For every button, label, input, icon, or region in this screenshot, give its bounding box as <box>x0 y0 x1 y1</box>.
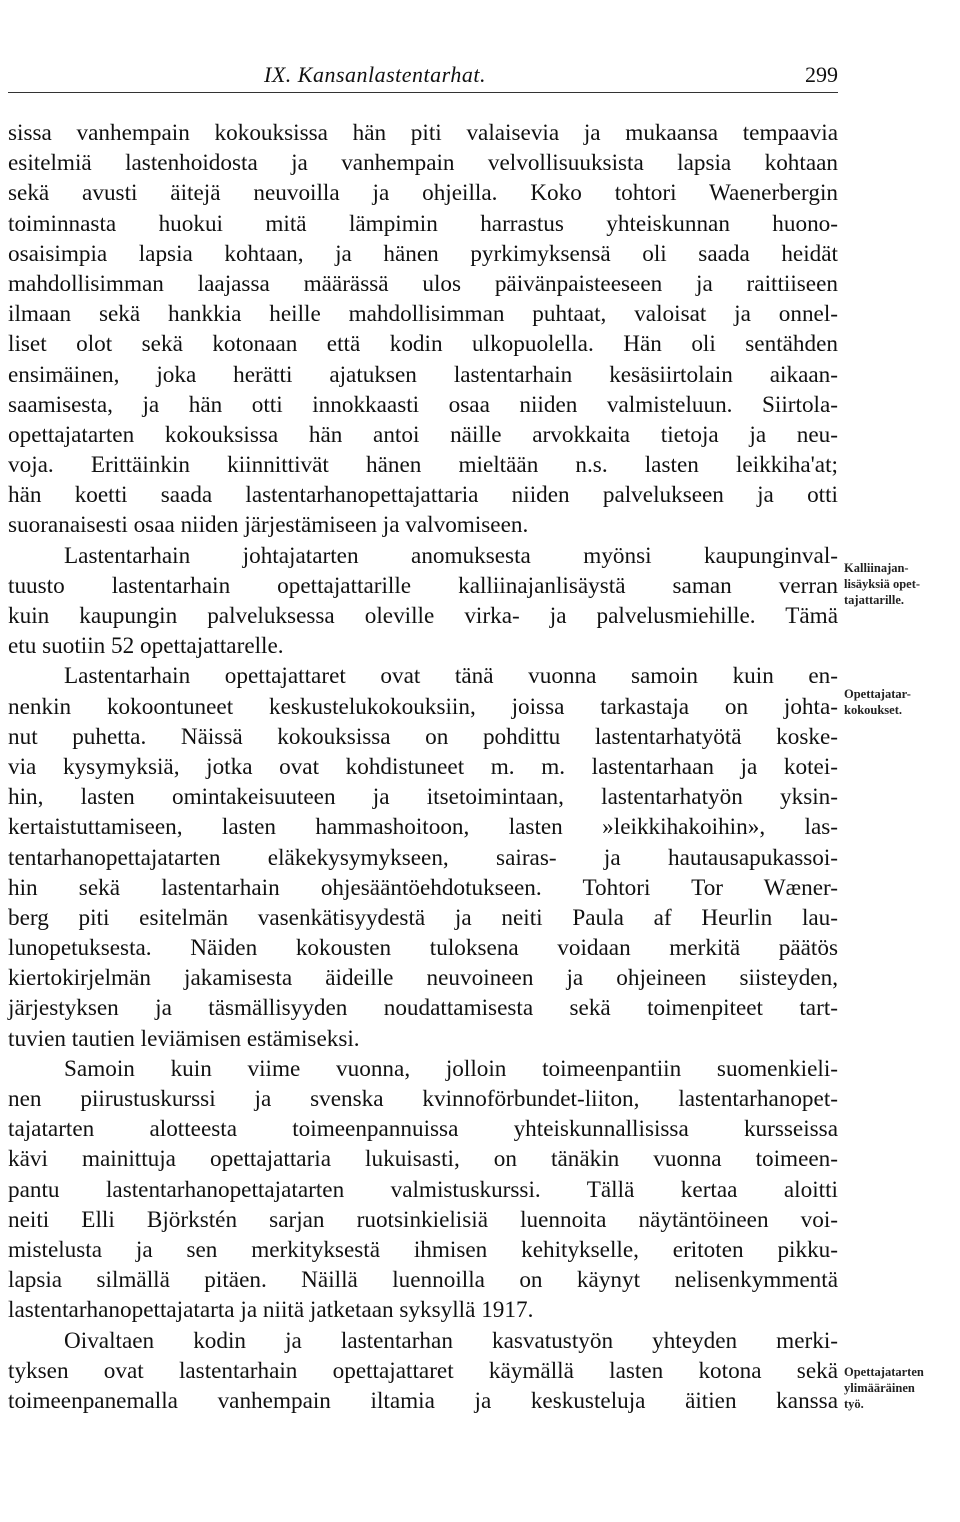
chapter-title: IX. Kansanlastentarhat. <box>264 62 486 87</box>
text-line: pantu lastentarhanopettajatarten valmistuskurssi. Tällä kertaa aloitti <box>8 1176 838 1203</box>
text-line: kävi mainittuja opettajattaria lukuisasti, on tänäkin vuonna toimeen- <box>8 1146 838 1173</box>
text-line: ensimäinen, joka herätti ajatuksen lastentarhain kesäsiirtolain aikaan- <box>8 361 838 388</box>
margin-note-line: Opettajatar- <box>844 687 911 701</box>
text-line: nenkin kokoontuneet keskustelukokouksiin, joissa tarkastaja on johta- <box>8 693 838 720</box>
text-line: toiminnasta huokui mitä lämpimin harrastus yhteiskunnan huono- <box>8 210 838 237</box>
margin-note-line: tajattarille. <box>844 593 905 607</box>
text-line: sekä avusti äitejä neuvoilla ja ohjeilla. Koko tohtori Waenerbergin <box>8 180 838 207</box>
margin-note-line: Kalliinajan- <box>844 561 909 575</box>
text-line: etu suotiin 52 opettajattarelle. <box>8 633 284 660</box>
text-line: tuvien tautien leviämisen estämiseksi. <box>8 1025 360 1052</box>
margin-note-line: Opettajatarten <box>844 1365 924 1379</box>
text-line: osaisimpia lapsia kohtaan, ja hänen pyrkimyksensä oli saada heidät <box>8 240 838 267</box>
text-line: Lastentarhain opettajattaret ovat tänä vuonna samoin kuin en- <box>64 663 838 690</box>
text-line: Oivaltaen kodin ja lastentarhan kasvatustyön yhteyden merki- <box>64 1327 838 1354</box>
text-line: hin, lasten omintakeisuuteen ja itsetoimintaan, lastentarhatyön yksin- <box>8 784 838 811</box>
margin-note-line: lisäyksiä opet- <box>844 577 921 591</box>
text-line: kiertokirjelmän jakamisesta äideille neuvoineen ja ohjeineen siisteyden, <box>8 965 838 992</box>
text-line: via kysymyksiä, jotka ovat kohdistuneet m. m. lastentarhaan ja kotei- <box>8 753 838 780</box>
text-line: liset olot sekä kotonaan että kodin ulkopuolella. Hän oli sentähden <box>8 331 838 358</box>
margin-note <box>844 1364 958 1412</box>
margin-note-line: työ. <box>844 1397 864 1411</box>
text-line: kertaistuttamiseen, lasten hammashoitoon, lasten »leikkihakoihin», las- <box>8 814 838 841</box>
text-line: toimeenpanemalla vanhempain iltamia ja keskusteluja äitien kanssa <box>8 1387 838 1414</box>
page-number: 299 <box>805 62 838 87</box>
text-line: tyksen ovat lastentarhain opettajattaret käymällä lasten kotona sekä <box>8 1357 838 1384</box>
text-line: kuin kaupungin palveluksessa oleville virka- ja palvelusmiehille. Tämä <box>8 603 838 629</box>
text-line: hin sekä lastentarhain ohjesääntöehdotukseen. Tohtori Tor Wæner- <box>8 874 838 901</box>
text-line: lastentarhanopettajatarta ja niitä jatketaan syksyllä 1917. <box>8 1297 534 1324</box>
text-line: nen piirustuskurssi ja svenska kvinnoförbundet-liiton, lastentarhanopet- <box>8 1086 838 1112</box>
running-header <box>8 62 838 94</box>
text-line: ilmaan sekä hankkia heille mahdollisimman puhtaat, valoisat ja onnel- <box>8 301 838 328</box>
margin-note <box>844 686 958 718</box>
margin-note-line: ylimääräinen <box>844 1381 915 1395</box>
margin-note <box>844 560 958 608</box>
text-line: lapsia silmällä pitäen. Näillä luennoilla on käynyt nelisenkymmentä <box>8 1267 838 1294</box>
text-line: opettajatarten kokouksissa hän antoi näille arvokkaita tietoja ja neu- <box>8 421 838 448</box>
text-line: tentarhanopettajatarten eläkekysymykseen, sairas- ja hautausapukassoi- <box>8 844 838 871</box>
body-text <box>8 118 838 1416</box>
text-line: Samoin kuin viime vuonna, jolloin toimeenpantiin suomenkieli- <box>64 1055 838 1082</box>
text-line: tajatarten alotteesta toimeenpannuissa yhteiskunnallisissa kursseissa <box>8 1116 838 1143</box>
margin-note-line: kokoukset. <box>844 703 903 717</box>
header-rule <box>8 92 838 93</box>
text-line: lunopetuksesta. Näiden kokousten tuloksena voidaan merkitä päätös <box>8 935 838 962</box>
text-line: mahdollisimman laajassa määrässä ulos päivänpaisteeseen ja raittiiseen <box>8 270 838 297</box>
text-line: berg piti esitelmän vasenkätisyydestä ja neiti Paula af Heurlin lau- <box>8 904 838 931</box>
text-line: mistelusta ja sen merkityksestä ihmisen kehitykselle, eritoten pikku- <box>8 1236 838 1263</box>
text-line: tuusto lastentarhain opettajattarille kalliinajanlisäystä saman verran <box>8 572 838 599</box>
text-line: neiti Elli Björkstén sarjan ruotsinkielisiä luennoita näytäntöineen voi- <box>8 1206 838 1233</box>
text-line: saamisesta, ja hän otti innokkaasti osaa niiden valmisteluun. Siirtola- <box>8 391 838 418</box>
text-line: suoranaisesti osaa niiden järjestämiseen ja valvomiseen. <box>8 512 529 539</box>
text-line: Lastentarhain johtajatarten anomuksesta myönsi kaupunginval- <box>64 542 838 569</box>
text-line: voja. Erittäinkin kiinnittivät hänen mieltään n.s. lasten leikkiha'at; <box>8 452 838 479</box>
text-line: sissa vanhempain kokouksissa hän piti valaisevia ja mukaansa tempaavia <box>8 120 838 146</box>
text-line: nut puhetta. Näissä kokouksissa on pohdittu lastentarhatyötä koske- <box>8 723 838 750</box>
text-line: hän koetti saada lastentarhanopettajattaria niiden palvelukseen ja otti <box>8 482 838 509</box>
text-line: järjestyksen ja täsmällisyyden noudattamisesta sekä toimenpiteet tart- <box>8 995 838 1022</box>
text-line: esitelmiä lastenhoidosta ja vanhempain velvollisuuksista lapsia kohtaan <box>8 150 838 177</box>
